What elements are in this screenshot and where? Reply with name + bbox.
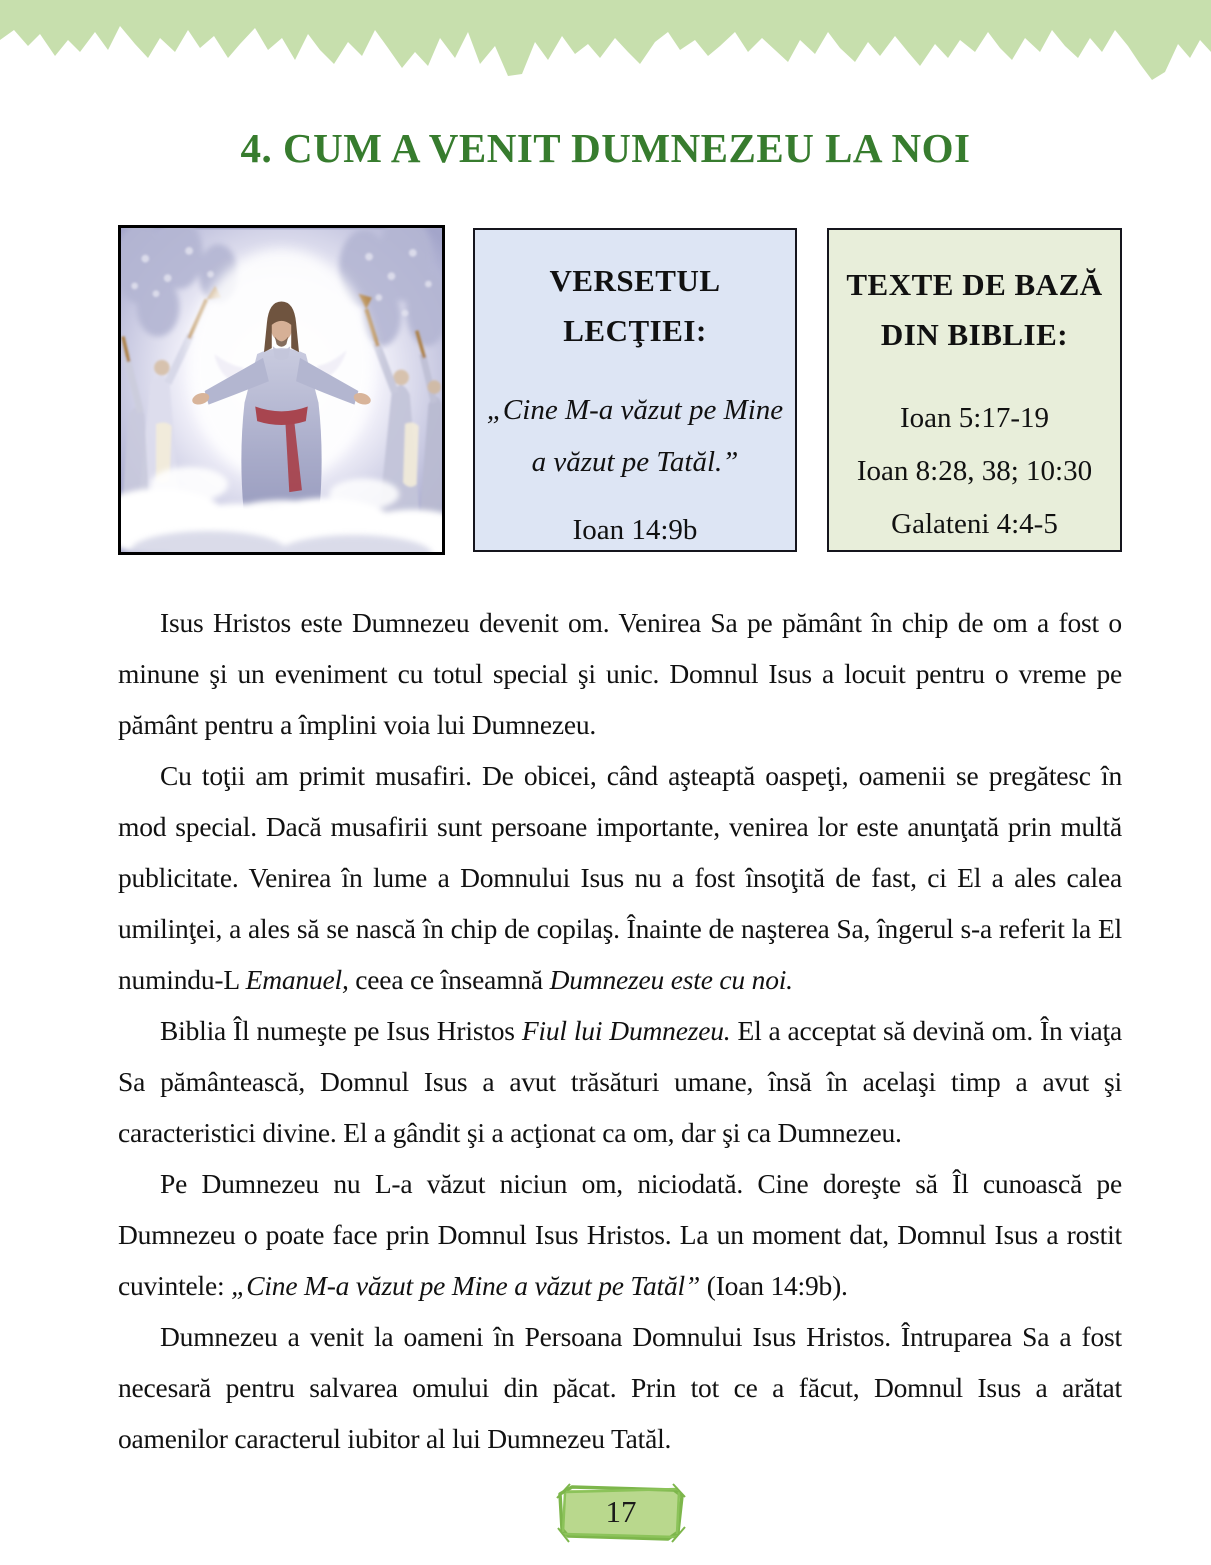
lesson-body-text (118, 597, 1122, 1464)
verse-reference: Ioan 14:9b (572, 514, 698, 546)
jesus-with-angels-illustration (118, 225, 445, 555)
page-title: 4. CUM A VENIT DUMNEZEU LA NOI (240, 125, 971, 171)
body-paragraph: Isus Hristos este Dumnezeu devenit om. Venirea Sa pe pământ în chip de om a fost o minune şi un eveniment cu totul special şi unic. Domnul Isus a locuit pentru o vreme pe pământ pentru a împlini voia lui Dumnezeu. (118, 607, 1122, 740)
torn-paper-shape (0, 0, 1211, 90)
verse-quote-line1: „Cine M-a văzut pe Mine (486, 394, 784, 426)
verse-quote-line2: a văzut pe Tatăl.” (531, 446, 739, 478)
body-paragraph: Dumnezeu a venit la oameni în Persoana Domnului Isus Hristos. Întruparea Sa a fost necesară pentru salvarea omului din păcat. Prin tot ce a făcut, Domnul Isus a arătat oamenilor caracterul iubitor al lui Dumnezeu Tatăl. (118, 1321, 1122, 1454)
page-number: 17 (605, 1494, 637, 1529)
body-paragraph: Biblia Îl numeşte pe Isus Hristos Fiul lui Dumnezeu. El a acceptat să devină om. În viaţa Sa pământească, Domnul Isus a avut trăsături umane, însă în acelaşi timp a avut şi caracteristici divine. El a gândit şi a acţionat ca om, dar şi ca Dumnezeu. (118, 1015, 1122, 1148)
lesson-verse-box (473, 228, 797, 552)
bible-references-list (857, 392, 1092, 551)
body-paragraph: Cu toţii am primit musafiri. De obicei, când aşteaptă oaspeţi, oamenii se pregătesc în mod special. Dacă musafirii sunt persoane importante, venirea lor este anunţată prin multă publicitate. Venirea în lume a Domnului Isus nu a fost însoţită de fast, ci El a ales calea umilinţei, a ales să se nască în chip de copilaş. Înainte de naşterea Sa, îngerul s-a referit la El numindu-L Emanuel, ceea ce înseamnă Dumnezeu este cu noi. (118, 760, 1122, 995)
body-paragraph: Pe Dumnezeu nu L-a văzut niciun om, niciodată. Cine doreşte să Îl cunoască pe Dumnezeu o poate face prin Domnul Isus Hristos. La un moment dat, Domnul Isus a rostit cuvintele: „Cine M-a văzut pe Mine a văzut pe Tatăl” (Ioan 14:9b). (118, 1168, 1122, 1301)
verse-box-heading-line2: LECŢIEI: (563, 313, 707, 348)
bible-reference: Galateni 4:4-5 (891, 508, 1058, 540)
verse-quote (487, 384, 783, 488)
bible-reference: Ioan 5:17-19 (899, 402, 1049, 434)
jesus-painting-icon (121, 228, 442, 552)
base-texts-box (827, 228, 1122, 552)
page-number-badge (556, 1482, 686, 1544)
texts-box-heading-line2: DIN BIBLIE: (880, 317, 1069, 352)
texts-box-heading-line1: TEXTE DE BAZĂ (846, 267, 1103, 302)
bible-reference: Ioan 8:28, 38; 10:30 (856, 455, 1093, 487)
verse-box-heading-line1: VERSETUL (549, 263, 721, 298)
torn-paper-edge (0, 0, 1211, 90)
